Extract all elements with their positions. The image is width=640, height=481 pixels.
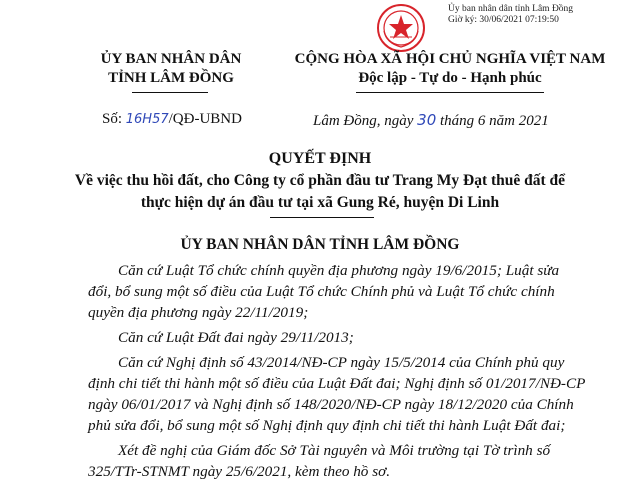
- body-line: quyền địa phương ngày 22/11/2019;: [88, 304, 309, 321]
- agency-underline: [132, 92, 208, 93]
- issuer-heading: ỦY BAN NHÂN DÂN TỈNH LÂM ĐỒNG: [180, 236, 460, 253]
- body-line: định chi tiết thi hành một số điều của Luật Đất đai; Nghị định số 01/2017/NĐ-CP: [88, 375, 586, 392]
- body-line: ngày 06/01/2017 và Nghị định số 148/2020/NĐ-CP ngày 18/12/2020 của Chính: [88, 396, 574, 413]
- document-title: QUYẾT ĐỊNH: [268, 150, 372, 167]
- agency-line1: ỦY BAN NHÂN DÂN: [100, 51, 242, 67]
- place-date-part2: tháng 6 năm 2021: [436, 113, 549, 129]
- doc-number-prefix: Số:: [102, 111, 126, 127]
- doc-number-handwritten: 16H57: [125, 112, 169, 127]
- body-line: Căn cứ Luật Tổ chức chính quyền địa phương ngày 19/6/2015; Luật sửa: [118, 262, 560, 279]
- body-line: 325/TTr-STNMT ngày 25/6/2021, kèm theo hồ sơ.: [88, 463, 391, 480]
- body-line: đổi, bổ sung một số điều của Luật Tổ chức Chính phủ và Luật Tổ chức chính: [88, 283, 555, 300]
- agency-line2: TỈNH LÂM ĐỒNG: [108, 70, 234, 86]
- document-number: [102, 111, 242, 128]
- place-date-part1: Lâm Đồng, ngày: [313, 113, 418, 129]
- nation-line1: CỘNG HÒA XÃ HỘI CHỦ NGHĨA VIỆT NAM: [294, 51, 606, 67]
- doc-number-suffix: /QĐ-UBND: [168, 111, 242, 127]
- nation-underline: [356, 92, 544, 93]
- nation-line2: Độc lập - Tự do - Hạnh phúc: [358, 70, 542, 86]
- subject-line2: thực hiện dự án đầu tư tại xã Gung Ré, huyện Di Linh: [140, 194, 500, 211]
- date-day-handwritten: 30: [417, 111, 437, 129]
- body-line: phủ sửa đổi, bổ sung một số Nghị định quy định chi tiết thi hành Luật Đất đai;: [88, 417, 566, 434]
- subject-line1: Về việc thu hồi đất, cho Công ty cổ phần đầu tư Trang My Đạt thuê đất để: [74, 172, 566, 189]
- signature-time: Giờ ký: 30/06/2021 07:19:50: [448, 15, 559, 25]
- place-date: [313, 111, 549, 130]
- body-line: Xét đề nghị của Giám đốc Sở Tài nguyên và Môi trường tại Tờ trình số: [118, 442, 551, 459]
- national-emblem-icon: [376, 3, 426, 53]
- subject-underline: [270, 217, 374, 218]
- body-line: Căn cứ Nghị định số 43/2014/NĐ-CP ngày 15/5/2014 của Chính phủ quy: [118, 354, 565, 371]
- body-line: Căn cứ Luật Đất đai ngày 29/11/2013;: [118, 329, 354, 346]
- signature-signer: Ủy ban nhân dân tỉnh Lâm Đồng: [448, 4, 574, 14]
